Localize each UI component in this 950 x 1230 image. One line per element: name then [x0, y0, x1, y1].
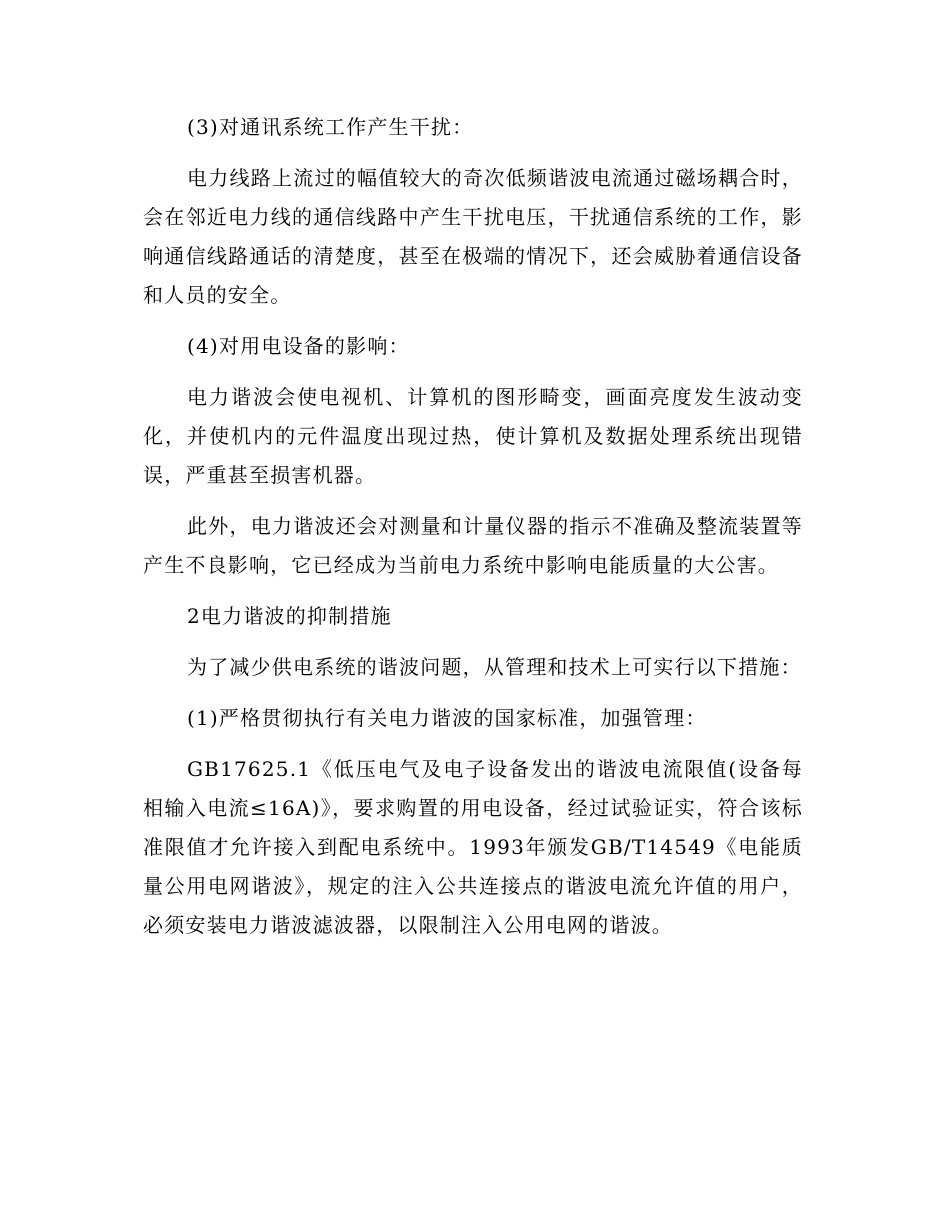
paragraph-national-standards: GB17625.1《低压电气及电子设备发出的谐波电流限值(设备每相输入电流≤16A)》，要求购置的用电设备，经过试验证实，符合该标准限值才允许接入到配电系统中。1993年颁发GB/T14549《电能质量公用电网谐波》，规定的注入公共连接点的谐波电流允许值的用户，必须安装电力谐波滤波器，以限制注入公用电网的谐波。 [143, 757, 803, 937]
heading-national-standards: (1)严格贯彻执行有关电力谐波的国家标准，加强管理： [187, 706, 707, 730]
section-title-suppression-measures: 2电力谐波的抑制措施 [187, 604, 392, 628]
document-body [143, 108, 803, 957]
heading-communication-interference: (3)对通讯系统工作产生干扰： [187, 115, 474, 139]
paragraph-equipment-impact: 电力谐波会使电视机、计算机的图形畸变，画面亮度发生波动变化，并使机内的元件温度出现过热，使计算机及数据处理系统出现错误，严重甚至损害机器。 [143, 385, 803, 487]
paragraph-other-impacts: 此外，电力谐波还会对测量和计量仪器的指示不准确及整流装置等产生不良影响，它已经成为当前电力系统中影响电能质量的大公害。 [143, 514, 803, 577]
paragraph-measures-intro: 为了减少供电系统的谐波问题，从管理和技术上可实行以下措施： [187, 655, 802, 679]
heading-equipment-impact: (4)对用电设备的影响： [187, 334, 410, 358]
paragraph-communication-interference: 电力线路上流过的幅值较大的奇次低频谐波电流通过磁场耦合时，会在邻近电力线的通信线路中产生干扰电压，干扰通信系统的工作，影响通信线路通话的清楚度，甚至在极端的情况下，还会威胁着通信设备和人员的安全。 [143, 166, 803, 307]
